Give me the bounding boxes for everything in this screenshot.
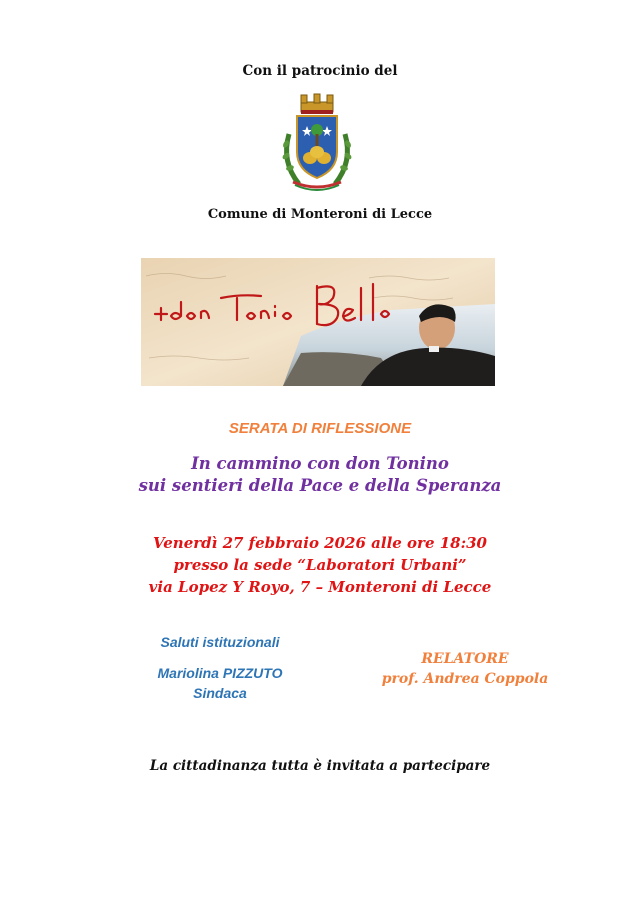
greetings-block [120, 663, 320, 703]
speaker-block [355, 649, 575, 689]
event-address: via Lopez Y Royo, 7 – Monteroni di Lecce [148, 578, 492, 596]
greetings-heading: Saluti istituzionali [160, 634, 280, 650]
event-title-line2: sui sentieri della Pace e della Speranza [138, 476, 502, 495]
mayor-name: Mariolina PIZZUTO [157, 665, 283, 681]
event-details [0, 532, 640, 598]
invitation-text: La cittadinanza tutta è invitata a partecipare [149, 758, 491, 774]
comune-name: Comune di Monteroni di Lecce [207, 207, 433, 222]
municipal-coat-of-arms-icon [277, 92, 357, 192]
event-title [0, 453, 640, 497]
patronage-text: Con il patrocinio del [242, 63, 398, 79]
mayor-role: Sindaca [193, 685, 247, 701]
speaker-heading: RELATORE [421, 651, 509, 667]
event-title-line1: In cammino con don Tonino [191, 454, 449, 473]
event-type: SERATA DI RIFLESSIONE [228, 420, 412, 437]
speaker-name: prof. Andrea Coppola [381, 671, 549, 687]
don-tonino-bello-banner-image [141, 258, 495, 386]
event-venue: presso la sede “Laboratori Urbani” [173, 556, 467, 574]
event-date: Venerdì 27 febbraio 2026 alle ore 18:30 [153, 534, 487, 552]
